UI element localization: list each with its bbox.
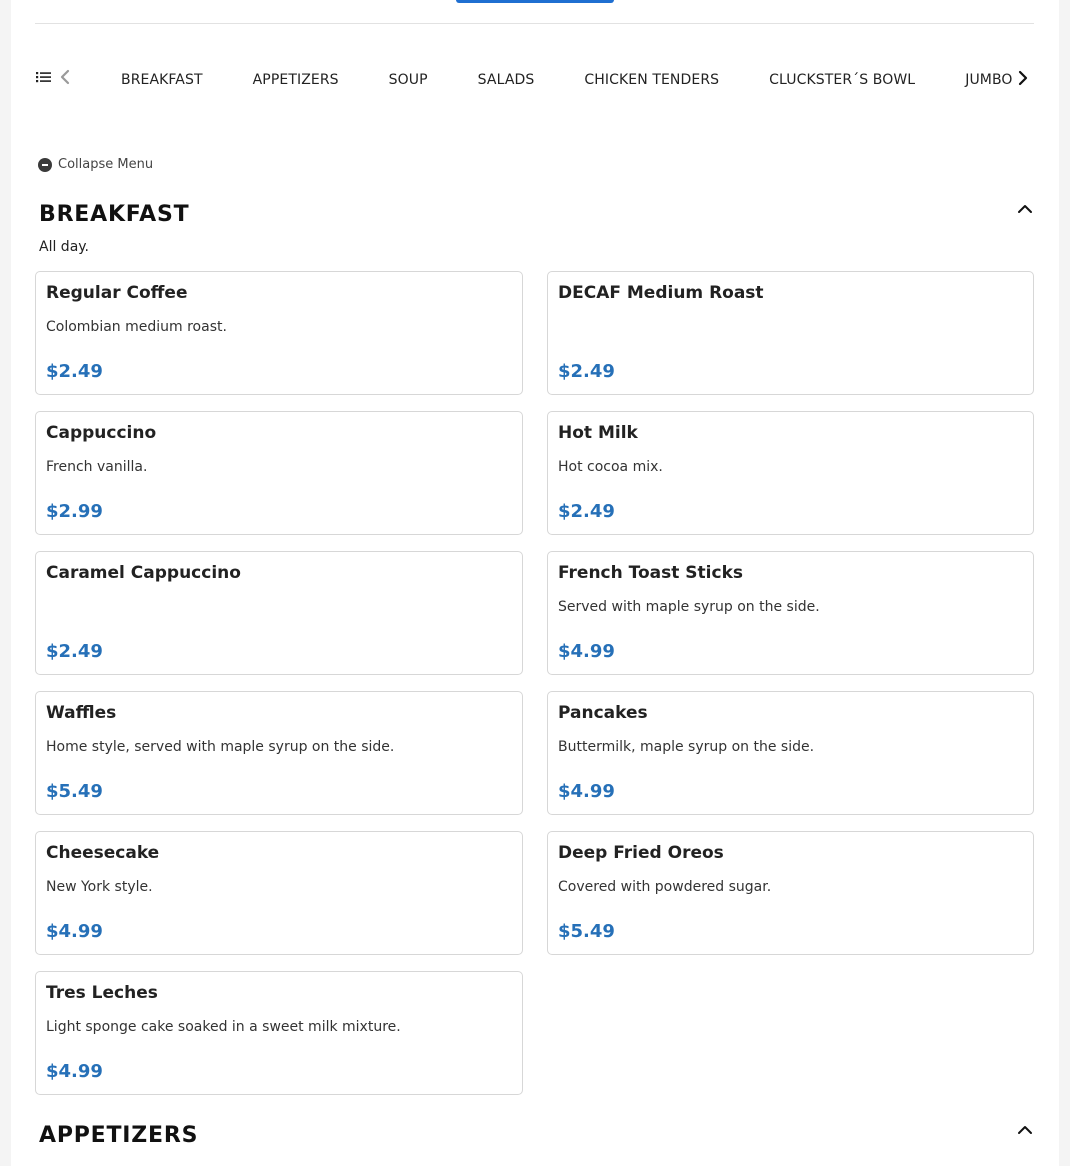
category-tab-salads[interactable]: SALADS — [477, 72, 535, 88]
menu-item-card[interactable] — [35, 551, 523, 675]
item-price: $4.99 — [46, 1061, 103, 1082]
item-description: New York style. — [46, 879, 153, 895]
item-name: Deep Fried Oreos — [558, 843, 724, 863]
category-nav — [35, 60, 1034, 96]
collapse-menu-button[interactable] — [38, 157, 153, 172]
item-price: $4.99 — [558, 781, 615, 802]
menu-page — [11, 0, 1059, 1166]
menu-item-card[interactable] — [547, 271, 1034, 395]
item-description: Served with maple syrup on the side. — [558, 599, 820, 615]
menu-item-card[interactable] — [547, 411, 1034, 535]
category-scroller — [75, 60, 1013, 96]
item-price: $2.49 — [46, 641, 103, 662]
chevron-up-icon[interactable] — [1015, 1120, 1035, 1140]
section-title-appetizers: APPETIZERS — [39, 1123, 199, 1148]
item-name: Cheesecake — [46, 843, 160, 863]
item-name: Waffles — [46, 703, 117, 723]
item-name: Pancakes — [558, 703, 648, 723]
menu-item-card[interactable] — [35, 691, 523, 815]
menu-item-card[interactable] — [547, 831, 1034, 955]
divider — [35, 23, 1034, 24]
order-button-edge[interactable] — [456, 0, 614, 3]
menu-item-card[interactable] — [35, 971, 523, 1095]
category-tab-jumbo[interactable]: JUMBO — [965, 72, 1013, 88]
item-name: Caramel Cappuccino — [46, 563, 241, 583]
item-price: $2.49 — [558, 501, 615, 522]
menu-item-card[interactable] — [35, 271, 523, 395]
minus-circle-icon — [38, 158, 52, 172]
category-tab-cluckster-bowl[interactable]: CLUCKSTER´S BOWL — [769, 72, 916, 88]
collapse-menu-label: Collapse Menu — [58, 157, 154, 172]
chevron-left-icon[interactable] — [57, 68, 73, 86]
item-price: $2.49 — [558, 361, 615, 382]
item-price: $5.49 — [558, 921, 615, 942]
menu-item-card[interactable] — [547, 691, 1034, 815]
item-price: $5.49 — [46, 781, 103, 802]
item-name: DECAF Medium Roast — [558, 283, 764, 303]
list-icon[interactable] — [35, 68, 53, 86]
menu-items-grid — [35, 271, 1034, 1095]
item-description: Light sponge cake soaked in a sweet milk mixture. — [46, 1019, 401, 1035]
item-description: Covered with powdered sugar. — [558, 879, 772, 895]
menu-item-card[interactable] — [35, 831, 523, 955]
chevron-right-icon[interactable] — [1013, 68, 1033, 88]
item-description: Colombian medium roast. — [46, 319, 227, 335]
item-price: $2.49 — [46, 361, 103, 382]
item-price: $4.99 — [558, 641, 615, 662]
item-description: Hot cocoa mix. — [558, 459, 663, 475]
item-description: Buttermilk, maple syrup on the side. — [558, 739, 815, 755]
chevron-up-icon[interactable] — [1015, 199, 1035, 219]
menu-item-card[interactable] — [547, 551, 1034, 675]
item-name: French Toast Sticks — [558, 563, 743, 583]
item-name: Cappuccino — [46, 423, 157, 443]
item-price: $4.99 — [46, 921, 103, 942]
item-name: Regular Coffee — [46, 283, 188, 303]
item-description: Home style, served with maple syrup on the side. — [46, 739, 395, 755]
item-description: French vanilla. — [46, 459, 148, 475]
category-tab-chicken-tenders[interactable]: CHICKEN TENDERS — [584, 72, 720, 88]
category-tab-appetizers[interactable]: APPETIZERS — [252, 72, 339, 88]
item-name: Hot Milk — [558, 423, 638, 443]
category-tab-breakfast[interactable]: BREAKFAST — [121, 72, 203, 88]
item-name: Tres Leches — [46, 983, 158, 1003]
item-price: $2.99 — [46, 501, 103, 522]
section-title-breakfast: BREAKFAST — [39, 202, 190, 227]
category-tab-soup[interactable]: SOUP — [388, 72, 428, 88]
section-description: All day. — [39, 239, 90, 255]
menu-item-card[interactable] — [35, 411, 523, 535]
